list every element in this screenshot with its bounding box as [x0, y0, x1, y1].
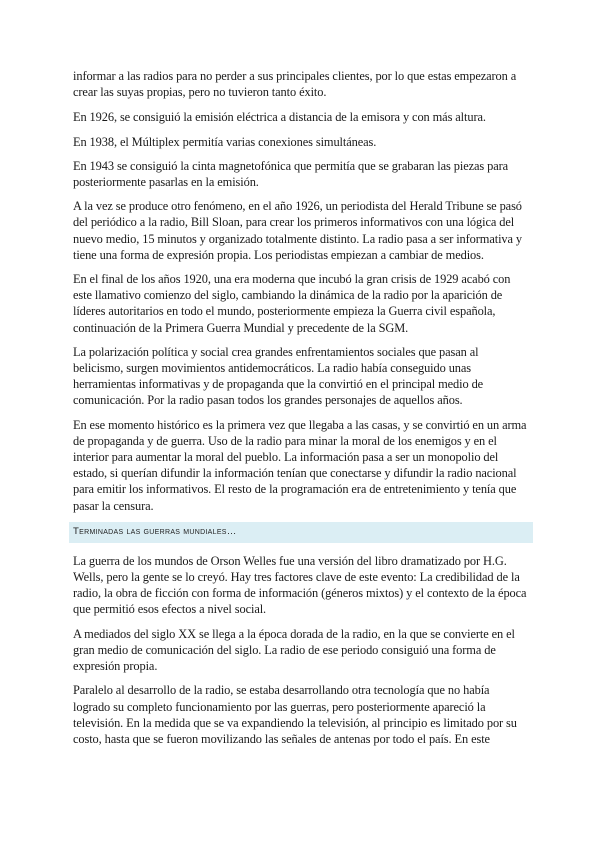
- section-heading: Terminadas las guerras mundiales…: [69, 522, 533, 543]
- paragraph-1926-emision: En 1926, se consiguió la emisión eléctrica a distancia de la emisora y con más altura.: [73, 110, 486, 125]
- paragraph-polarizacion: La polarización política y social crea grandes enfrentamientos sociales que pasan al belicismo, surgen movimientos antidemocráticos. La radio había conseguido unas herramientas informativas y de propaganda que la convirtió en el principal medio de comunicación. Por la radio pasan todos los grandes personajes de aquellos años.: [73, 344, 484, 408]
- paragraph-propaganda: En ese momento histórico es la primera vez que llegaba a las casas, y se convirtió en un arma de propaganda y de guerra. Uso de la radio para minar la moral de los enemigos y en el interior para aumentar la moral del pueblo. La información pasa a ser un monopolio del estado, si querían difundir la información tenían que conectarse y difundir la radio nacional para emitir los informativos. El resto de la programación era de entretenimiento y tenía que pasar la censura.: [73, 417, 527, 513]
- paragraph-radios-propias: informar a las radios para no perder a sus principales clientes, por lo que estas empezaron a crear las suyas propias, pero no tuvieron tanto éxito.: [73, 69, 517, 100]
- paragraph-1938-multiplex: En 1938, el Múltiplex permitía varias conexiones simultáneas.: [73, 134, 377, 149]
- document-page: [73, 68, 529, 755]
- paragraph-epoca-dorada: A mediados del siglo XX se llega a la época dorada de la radio, en la que se convierte en el gran medio de comunicación del siglo. La radio de ese periodo consiguió una forma de expresión propia.: [73, 626, 515, 674]
- paragraph-guerra-mundos: La guerra de los mundos de Orson Welles fue una versión del libro dramatizado por H.G. Wells, pero la gente se lo creyó. Hay tres factores clave de este evento: La credibilidad de la radio, la obra de ficción con forma de información (géneros mixtos) y el contexto de la época que permitió esos efectos a nivel social.: [73, 553, 527, 617]
- paragraph-final-1920: En el final de los años 1920, una era moderna que incubó la gran crisis de 1929 acabó con este llamativo comienzo del siglo, cambiando la dinámica de la radio por la aparición de líderes autoritarios en todo el mundo, posteriormente empieza la Guerra civil española, continuación de la Primera Guerra Mundial y precedente de la SGM.: [73, 272, 511, 335]
- paragraph-herald-tribune: A la vez se produce otro fenómeno, en el año 1926, un periodista del Herald Tribune se pasó del periódico a la radio, Bill Sloan, para crear los primeros informativos con una lógica del nuevo medio, 15 minutos y organizado totalmente distinto. La radio pasa a ser informativa y tiene una forma de expresión propia. Los periodistas empiezan a cambiar de medios.: [73, 199, 523, 262]
- paragraph-1943-cinta: En 1943 se consiguió la cinta magnetofónica que permitía que se grabaran las piezas para posteriormente pasarlas en la emisión.: [73, 158, 509, 190]
- paragraph-television: Paralelo al desarrollo de la radio, se estaba desarrollando otra tecnología que no había logrado su completo funcionamiento por las guerras, pero posteriormente apareció la televisión. En la medida que se va expandiendo la televisión, al principio es limitado por su costo, hasta que se fueron movilizando las señales de antenas por todo el país. En este: [73, 683, 517, 746]
